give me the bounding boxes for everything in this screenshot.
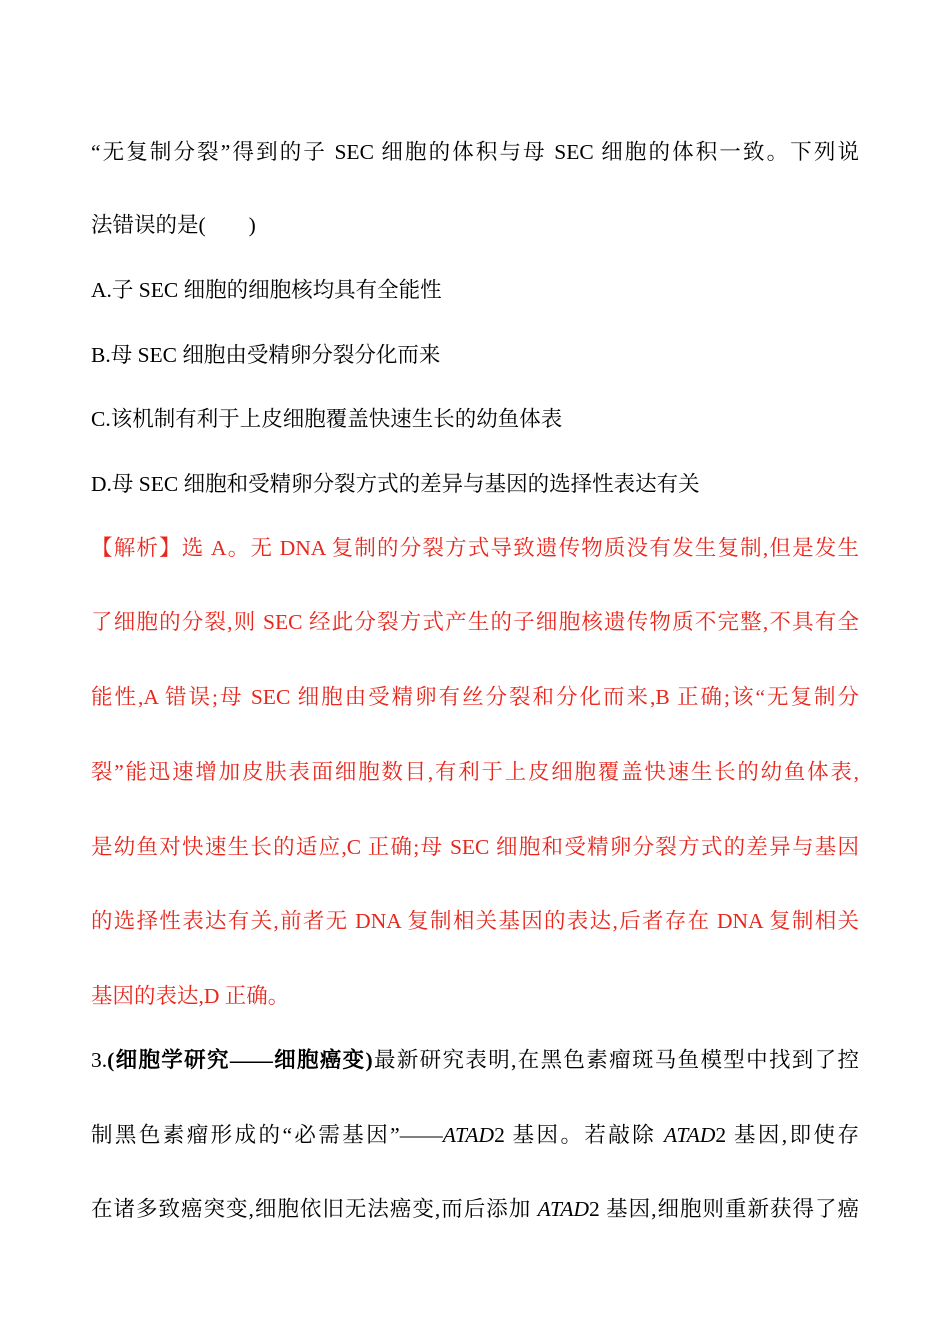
option-b: B.母 SEC 细胞由受精卵分裂分化而来 xyxy=(91,343,441,367)
question3-line2 xyxy=(91,1120,859,1150)
gene-name-2: ATAD xyxy=(664,1123,716,1147)
question3-topic: (细胞学研究——细胞癌变) xyxy=(107,1048,373,1072)
question3-line2-b: 基因。若敲除 xyxy=(504,1123,665,1147)
gene-number-1: 2 xyxy=(494,1123,505,1147)
question3-line2-c: 基因,即使存 xyxy=(726,1123,859,1147)
question3-line1 xyxy=(91,1045,859,1075)
question2-stem-line2: 法错误的是( ) xyxy=(91,213,256,237)
option-c: C.该机制有利于上皮细胞覆盖快速生长的幼鱼体表 xyxy=(91,407,563,431)
question3-number: 3. xyxy=(91,1048,108,1072)
gene-number-2: 2 xyxy=(715,1123,727,1147)
analysis-line-6: 的选择性表达有关,前者无 DNA 复制相关基因的表达,后者存在 DNA 复制相关 xyxy=(91,909,859,933)
analysis-line-4: 裂”能迅速增加皮肤表面细胞数目,有利于上皮细胞覆盖快速生长的幼鱼体表, xyxy=(91,760,859,784)
question3-line3 xyxy=(91,1194,859,1224)
gene-number-3: 2 xyxy=(588,1197,600,1221)
question3-line3-a: 在诸多致癌突变,细胞依旧无法癌变,而后添加 xyxy=(91,1197,538,1221)
analysis-line-2: 了细胞的分裂,则 SEC 经此分裂方式产生的子细胞核遗传物质不完整,不具有全 xyxy=(91,610,859,634)
analysis-line-5: 是幼鱼对快速生长的适应,C 正确;母 SEC 细胞和受精卵分裂方式的差异与基因 xyxy=(91,835,859,859)
option-d: D.母 SEC 细胞和受精卵分裂方式的差异与基因的选择性表达有关 xyxy=(91,472,700,496)
option-a: A.子 SEC 细胞的细胞核均具有全能性 xyxy=(91,278,442,302)
analysis-line-7: 基因的表达,D 正确。 xyxy=(91,984,290,1008)
gene-name-3: ATAD xyxy=(537,1197,589,1221)
gene-name-1: ATAD xyxy=(442,1123,495,1147)
analysis-line-3: 能性,A 错误;母 SEC 细胞由受精卵有丝分裂和分化而来,B 正确;该“无复制分 xyxy=(91,685,859,709)
question3-line1-text: 最新研究表明,在黑色素瘤斑马鱼模型中找到了控 xyxy=(372,1048,859,1072)
analysis-line-1: 【解析】选 A。无 DNA 复制的分裂方式导致遗传物质没有发生复制,但是发生 xyxy=(91,536,859,560)
question2-stem-line1: “无复制分裂”得到的子 SEC 细胞的体积与母 SEC 细胞的体积一致。下列说 xyxy=(91,140,859,164)
question3-line2-a: 制黑色素瘤形成的“必需基因”—— xyxy=(91,1123,443,1147)
question3-line3-b: 基因,细胞则重新获得了癌 xyxy=(599,1197,859,1221)
